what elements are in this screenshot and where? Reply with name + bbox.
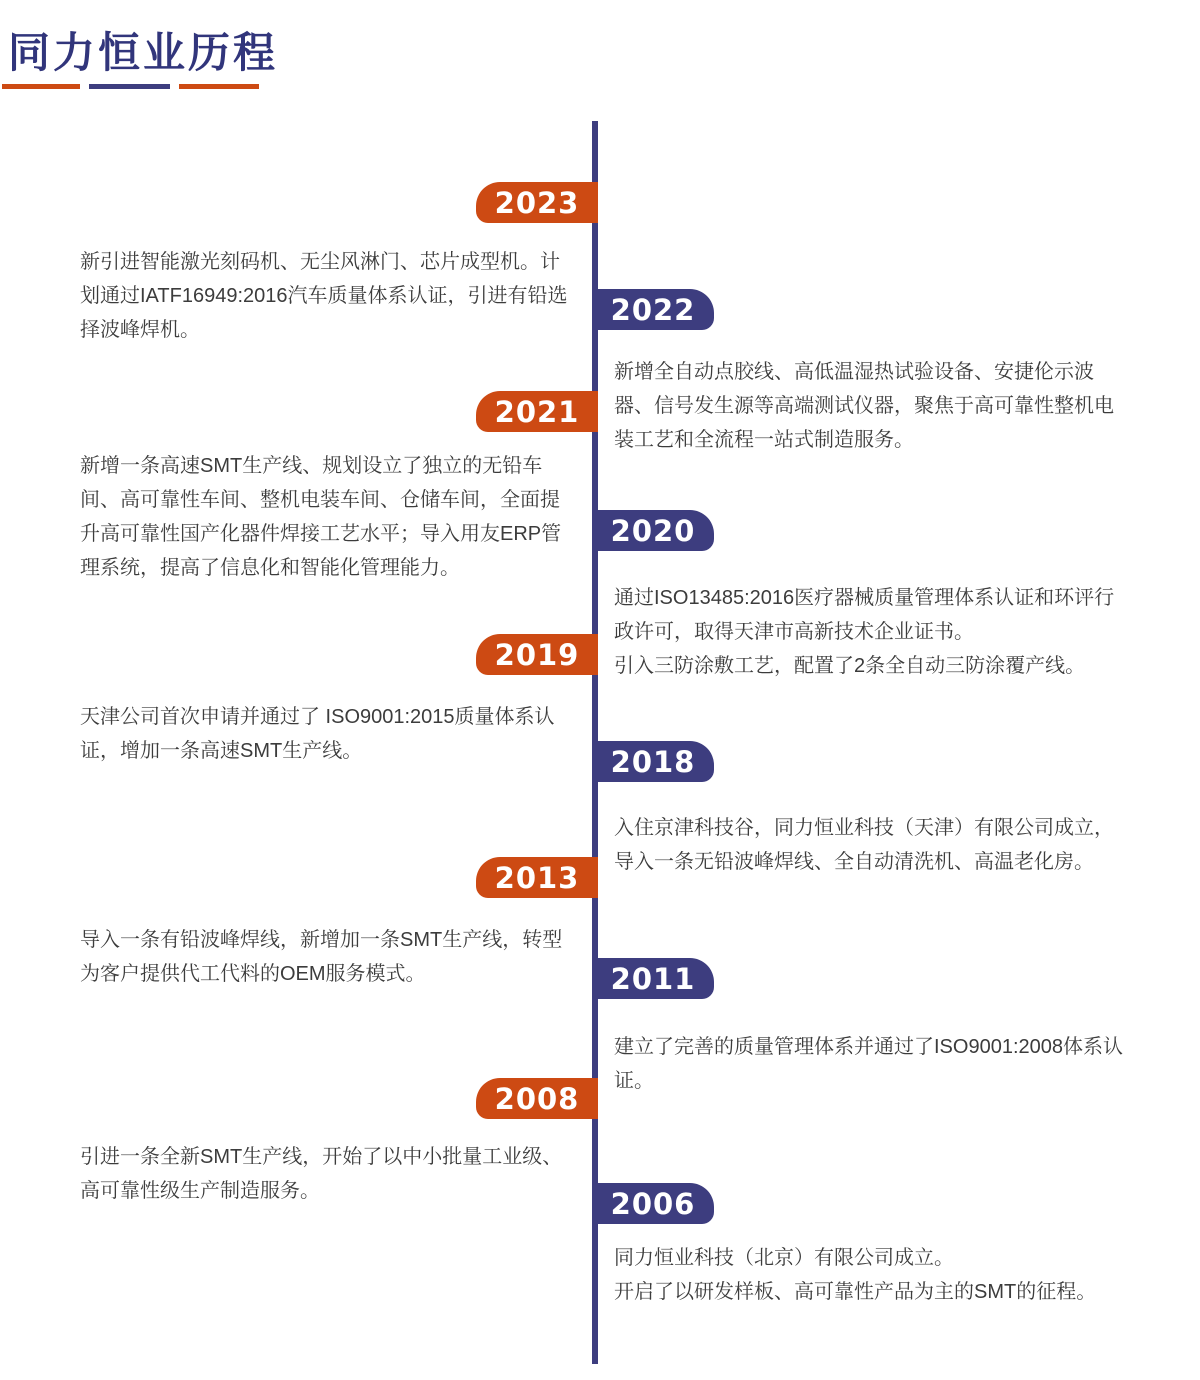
timeline-year-badge-2019: 2019 bbox=[476, 634, 598, 675]
timeline-entry-2006-text-2: 开启了以研发样板、高可靠性产品为主的SMT的征程。 bbox=[614, 1281, 1097, 1303]
timeline-year-badge-2013: 2013 bbox=[476, 857, 598, 898]
timeline-entry-2018-text: 入住京津科技谷，同力恒业科技（天津）有限公司成立，导入一条无铅波峰焊线、全自动清洗机、高温老化房。 bbox=[614, 817, 1114, 873]
timeline-entry-2020-text-1: 通过ISO13485:2016医疗器械质量管理体系认证和环评行政许可，取得天津市高新技术企业证书。 bbox=[614, 587, 1115, 643]
timeline-entry-2021-text: 新增一条高速SMT生产线、规划设立了独立的无铅车间、高可靠性车间、整机电装车间、仓储车间，全面提升高可靠性国产化器件焊接工艺水平；导入用友ERP管理系统，提高了信息化和智能化管理能力。 bbox=[80, 455, 562, 579]
timeline-entry-2023-text: 新引进智能激光刻码机、无尘风淋门、芯片成型机。计划通过IATF16949:2016汽车质量体系认证，引进有铅选择波峰焊机。 bbox=[80, 251, 568, 341]
timeline-entry-2023 bbox=[80, 245, 574, 347]
page-title: 同力恒业历程 bbox=[8, 28, 279, 77]
timeline-entry-2022-text: 新增全自动点胶线、高低温湿热试验设备、安捷伦示波器、信号发生源等高端测试仪器，聚焦于高可靠性整机电装工艺和全流程一站式制造服务。 bbox=[614, 361, 1114, 451]
timeline-entry-2020-text-2: 引入三防涂敷工艺，配置了2条全自动三防涂覆产线。 bbox=[614, 655, 1086, 677]
timeline-entry-2013 bbox=[80, 923, 574, 991]
timeline-entry-2011 bbox=[614, 1030, 1126, 1098]
timeline-year-badge-2023: 2023 bbox=[476, 182, 598, 223]
timeline-year-badge-2022: 2022 bbox=[592, 289, 714, 330]
timeline-entry-2008 bbox=[80, 1140, 574, 1208]
title-underline-orange-right bbox=[179, 84, 259, 89]
timeline-entry-2019 bbox=[80, 700, 574, 768]
timeline-entry-2022 bbox=[614, 355, 1126, 457]
timeline-entry-2006-text-1: 同力恒业科技（北京）有限公司成立。 bbox=[614, 1247, 954, 1269]
timeline-year-badge-2011: 2011 bbox=[592, 958, 714, 999]
timeline-entry-2006 bbox=[614, 1241, 1126, 1309]
timeline-year-badge-2020: 2020 bbox=[592, 510, 714, 551]
timeline-entry-2018 bbox=[614, 811, 1126, 879]
timeline-entry-2011-text: 建立了完善的质量管理体系并通过了ISO9001:2008体系认证。 bbox=[614, 1036, 1123, 1092]
timeline-year-badge-2021: 2021 bbox=[476, 391, 598, 432]
timeline-entry-2013-text: 导入一条有铅波峰焊线，新增加一条SMT生产线，转型为客户提供代工代料的OEM服务模式。 bbox=[80, 929, 563, 985]
timeline-year-badge-2006: 2006 bbox=[592, 1183, 714, 1224]
title-underline-navy bbox=[89, 84, 170, 89]
title-underline-orange-left bbox=[2, 84, 80, 89]
timeline-year-badge-2008: 2008 bbox=[476, 1078, 598, 1119]
timeline-entry-2020 bbox=[614, 581, 1126, 683]
timeline-entry-2019-text: 天津公司首次申请并通过了 ISO9001:2015质量体系认证，增加一条高速SMT生产线。 bbox=[80, 706, 555, 762]
timeline-entry-2021 bbox=[80, 449, 574, 585]
timeline-entry-2008-text: 引进一条全新SMT生产线，开始了以中小批量工业级、高可靠性级生产制造服务。 bbox=[80, 1146, 563, 1202]
timeline-year-badge-2018: 2018 bbox=[592, 741, 714, 782]
